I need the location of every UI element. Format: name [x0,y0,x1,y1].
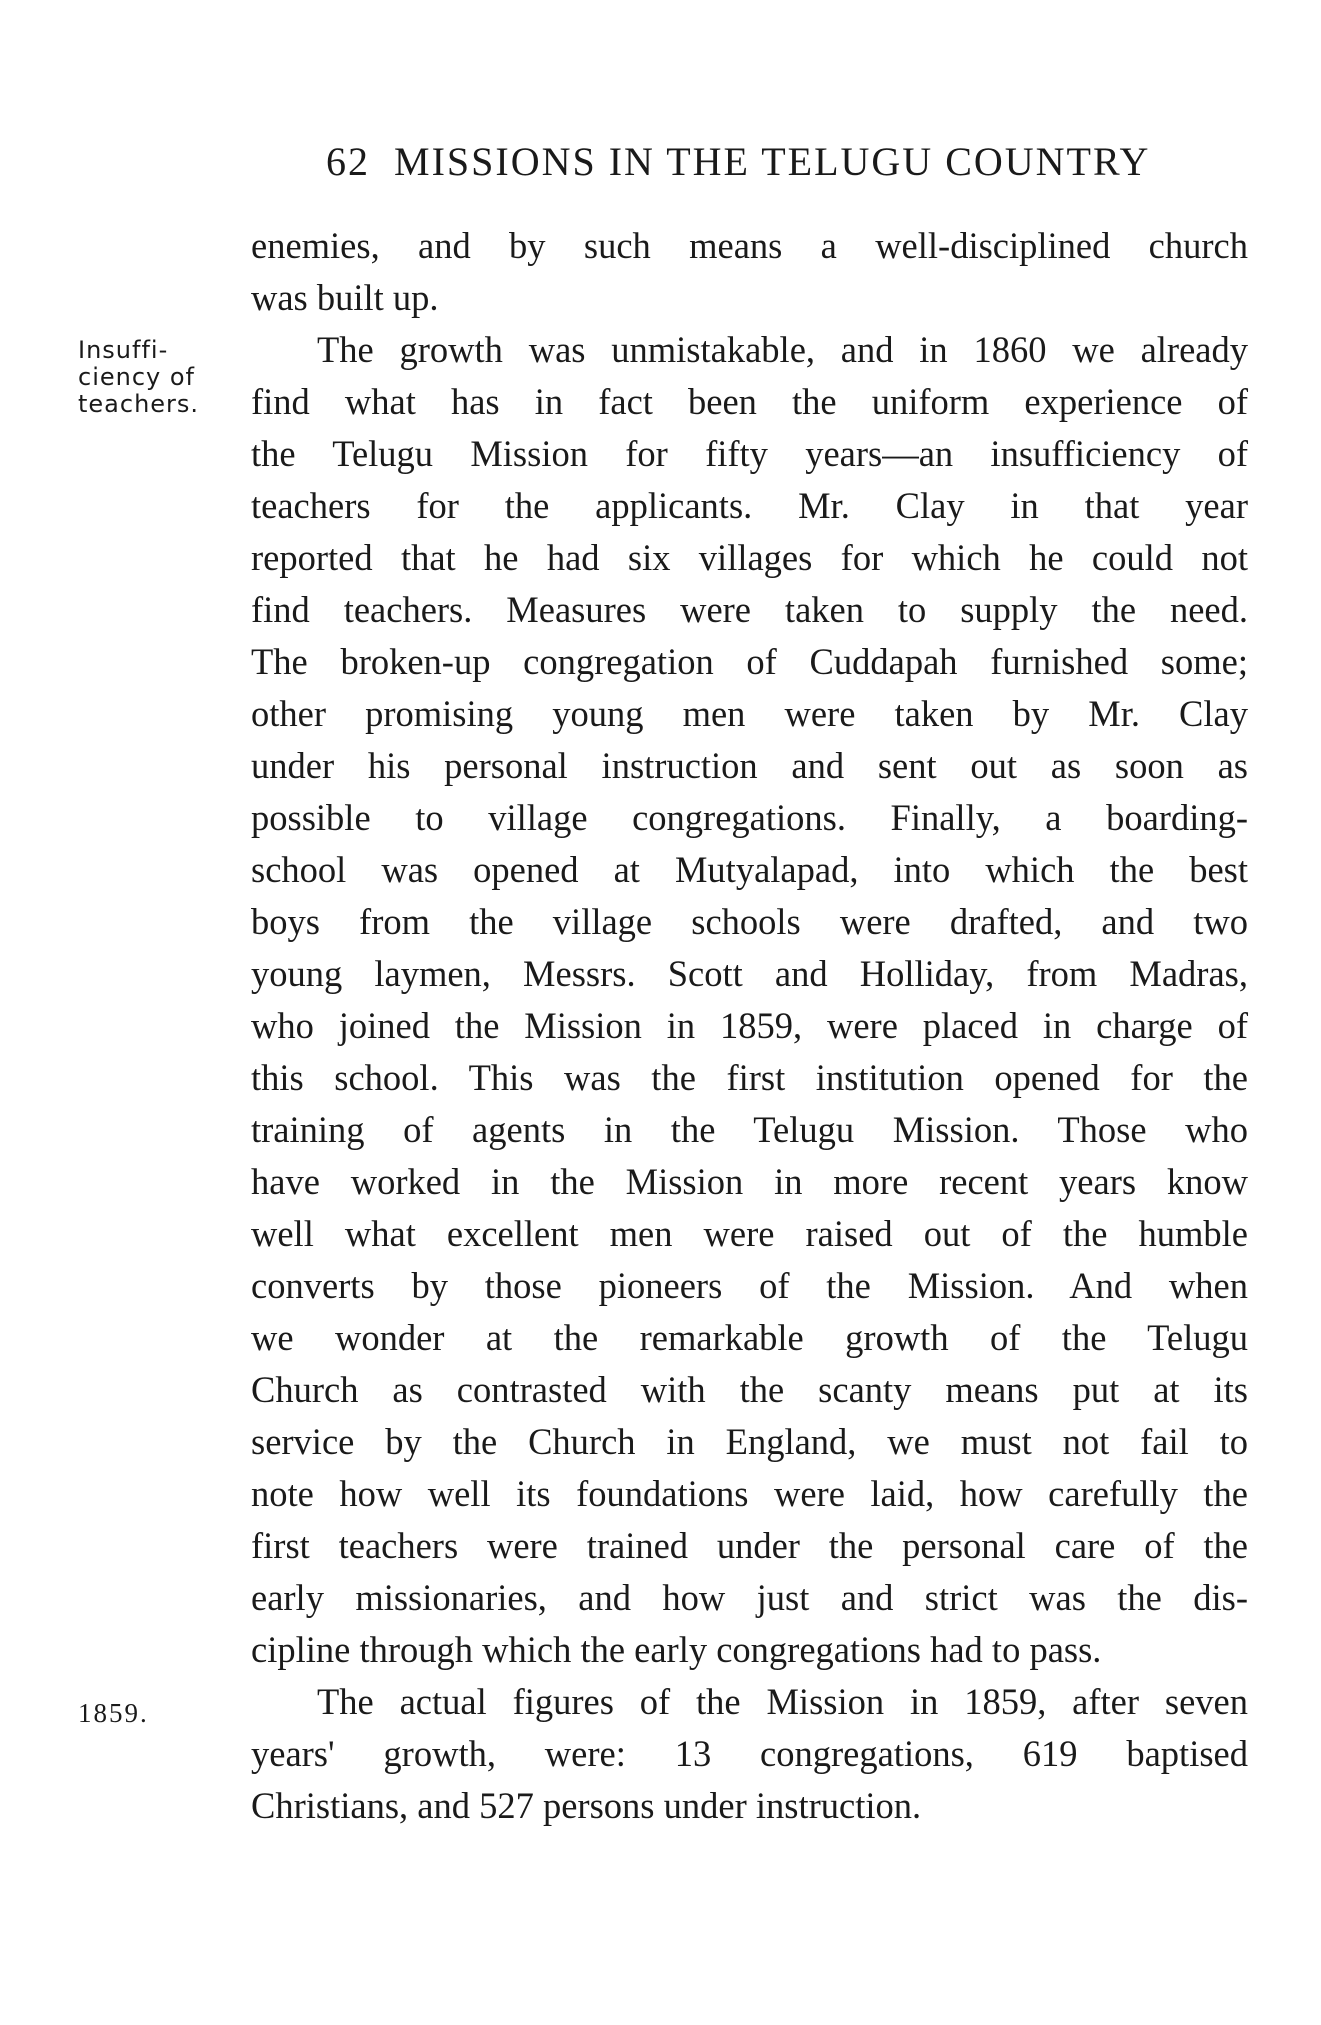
text-line: find what has in fact been the uniform experience of [251,381,1248,422]
text-line: early missionaries, and how just and strict was the dis- [251,1577,1248,1618]
margin-note-line: 1859. [78,1698,149,1728]
text-line: this school. This was the first institution opened for the [251,1057,1248,1098]
margin-note-year [78,1700,228,1727]
text-line: have worked in the Mission in more recent years know [251,1161,1248,1202]
text-line: The broken-up congregation of Cuddapah furnished some; [251,641,1248,682]
text-line: converts by those pioneers of the Mission. And when [251,1265,1248,1306]
page-number: 62 [326,139,370,184]
text-line: service by the Church in England, we must not fail to [251,1421,1248,1462]
text-line: enemies, and by such means a well-disciplined church [251,225,1248,266]
margin-note-line: Insuffi- [78,336,169,364]
margin-note-line: ciency of [78,363,195,391]
text-line: Christians, and 527 persons under instruction. [251,1785,922,1826]
text-line: training of agents in the Telugu Mission. Those who [251,1109,1248,1150]
text-line: cipline through which the early congregations had to pass. [251,1629,1102,1670]
running-head [326,138,1246,185]
running-title: MISSIONS IN THE TELUGU COUNTRY [394,139,1151,184]
text-line: who joined the Mission in 1859, were placed in charge of [251,1005,1248,1046]
text-line: reported that he had six villages for which he could not [251,537,1248,578]
text-line: teachers for the applicants. Mr. Clay in that year [251,485,1248,526]
text-line: we wonder at the remarkable growth of the Telugu [251,1317,1248,1358]
text-line: other promising young men were taken by Mr. Clay [251,693,1248,734]
text-line: note how well its foundations were laid, how carefully the [251,1473,1248,1514]
text-line: the Telugu Mission for fifty years—an insufficiency of [251,433,1248,474]
text-line: well what excellent men were raised out of the humble [251,1213,1248,1254]
text-line: years' growth, were: 13 congregations, 619 baptised [251,1733,1248,1774]
text-line: under his personal instruction and sent out as soon as [251,745,1248,786]
text-line: young laymen, Messrs. Scott and Holliday, from Madras, [251,953,1248,994]
text-line: The growth was unmistakable, and in 1860 we already [317,329,1248,370]
text-line: The actual figures of the Mission in 1859, after seven [317,1681,1248,1722]
margin-note-line: teachers. [78,390,200,418]
text-line: find teachers. Measures were taken to supply the need. [251,589,1248,630]
text-line: school was opened at Mutyalapad, into which the best [251,849,1248,890]
text-line: boys from the village schools were drafted, and two [251,901,1248,942]
text-line: Church as contrasted with the scanty means put at its [251,1369,1248,1410]
body-text [251,220,1248,1832]
text-line: possible to village congregations. Finally, a boarding- [251,797,1248,838]
text-line: was built up. [251,277,439,318]
margin-note-insufficiency [78,337,228,418]
text-line: first teachers were trained under the personal care of the [251,1525,1248,1566]
